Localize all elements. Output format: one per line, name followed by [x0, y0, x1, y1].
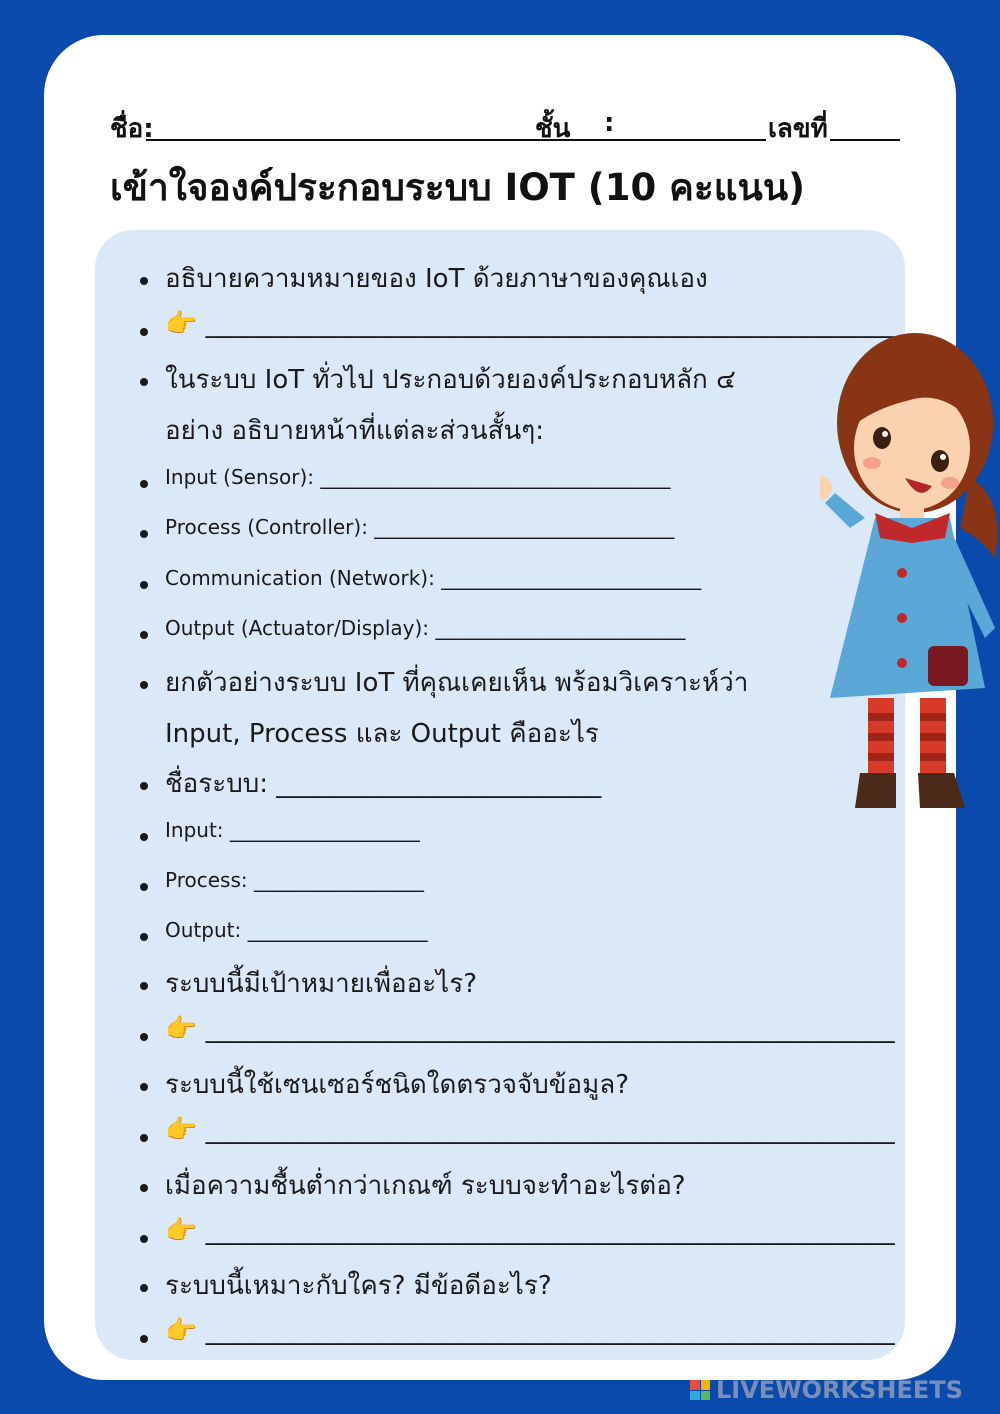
- bullet-icon: [140, 782, 148, 790]
- bullet-icon: [140, 1184, 148, 1192]
- question-text[interactable]: ชื่อระบบ: _________________________: [165, 769, 602, 799]
- question-text: ระบบนี้มีเป้าหมายเพื่ออะไร?: [165, 969, 478, 999]
- question-text[interactable]: Output: __________________: [165, 918, 428, 942]
- watermark-text: LIVEWORKSHEETS: [716, 1376, 963, 1404]
- bullet-icon: [140, 982, 148, 990]
- question-text[interactable]: Communication (Network): __________________________: [165, 566, 702, 590]
- bullet-icon: [140, 530, 148, 538]
- class-field-line[interactable]: [626, 139, 766, 141]
- girl-illustration: [820, 328, 1000, 818]
- question-text[interactable]: Input: ___________________: [165, 818, 420, 842]
- class-colon: :: [604, 108, 615, 138]
- bullet-icon: [140, 883, 148, 891]
- number-field-line[interactable]: [830, 139, 900, 141]
- answer-line[interactable]: 👉 _____________________________________________________: [165, 1216, 895, 1246]
- bullet-icon: [140, 933, 148, 941]
- liveworksheets-logo: [690, 1377, 963, 1403]
- question-text: ระบบนี้ใช้เซนเซอร์ชนิดใดตรวจจับข้อมูล?: [165, 1070, 630, 1100]
- question-text[interactable]: Process (Controller): ______________________________: [165, 515, 675, 539]
- answer-line[interactable]: 👉 _____________________________________________________: [165, 1316, 895, 1346]
- answer-line[interactable]: 👉 _____________________________________________________: [165, 309, 895, 339]
- bullet-icon: [140, 1134, 148, 1142]
- question-text: Input, Process และ Output คืออะไร: [165, 719, 599, 749]
- question-list: [95, 230, 905, 1360]
- question-text: ในระบบ IoT ทั่วไป ประกอบด้วยองค์ประกอบหลัก ๔: [165, 365, 736, 395]
- answer-line[interactable]: 👉 _____________________________________________________: [165, 1115, 895, 1145]
- name-label: ชื่อ:: [110, 114, 154, 144]
- answer-line[interactable]: 👉 _____________________________________________________: [165, 1014, 895, 1044]
- question-text: อย่าง อธิบายหน้าที่แต่ละส่วนสั้นๆ:: [165, 416, 545, 446]
- bullet-icon: [140, 833, 148, 841]
- bullet-icon: [140, 1033, 148, 1041]
- bullet-icon: [140, 480, 148, 488]
- bullet-icon: [140, 1335, 148, 1343]
- bullet-icon: [140, 1284, 148, 1292]
- bullet-icon: [140, 681, 148, 689]
- question-panel: [95, 230, 905, 1360]
- number-label: เลขที่: [768, 114, 828, 144]
- question-text: อธิบายความหมายของ IoT ด้วยภาษาของคุณเอง: [165, 264, 708, 294]
- question-text: เมื่อความชื้นต่ำกว่าเกณฑ์ ระบบจะทำอะไรต่อ?: [165, 1171, 686, 1201]
- bullet-icon: [140, 328, 148, 336]
- bullet-icon: [140, 378, 148, 386]
- bullet-icon: [140, 277, 148, 285]
- question-text[interactable]: Output (Actuator/Display): _________________________: [165, 616, 686, 640]
- question-text[interactable]: Process: _________________: [165, 868, 424, 892]
- question-text: ยกตัวอย่างระบบ IoT ที่คุณเคยเห็น พร้อมวิเคราะห์ว่า: [165, 668, 749, 698]
- bullet-icon: [140, 1083, 148, 1091]
- worksheet-title: เข้าใจองค์ประกอบระบบ IOT (10 คะแนน): [110, 166, 806, 209]
- class-label: ชั้น: [535, 114, 571, 144]
- bullet-icon: [140, 631, 148, 639]
- question-text: ระบบนี้เหมาะกับใคร? มีข้อดีอะไร?: [165, 1271, 552, 1301]
- student-info-header: [110, 108, 900, 144]
- question-text[interactable]: Input (Sensor): ___________________________________: [165, 465, 671, 489]
- bullet-icon: [140, 1235, 148, 1243]
- bullet-icon: [140, 581, 148, 589]
- liveworksheets-mark-icon: [690, 1380, 710, 1400]
